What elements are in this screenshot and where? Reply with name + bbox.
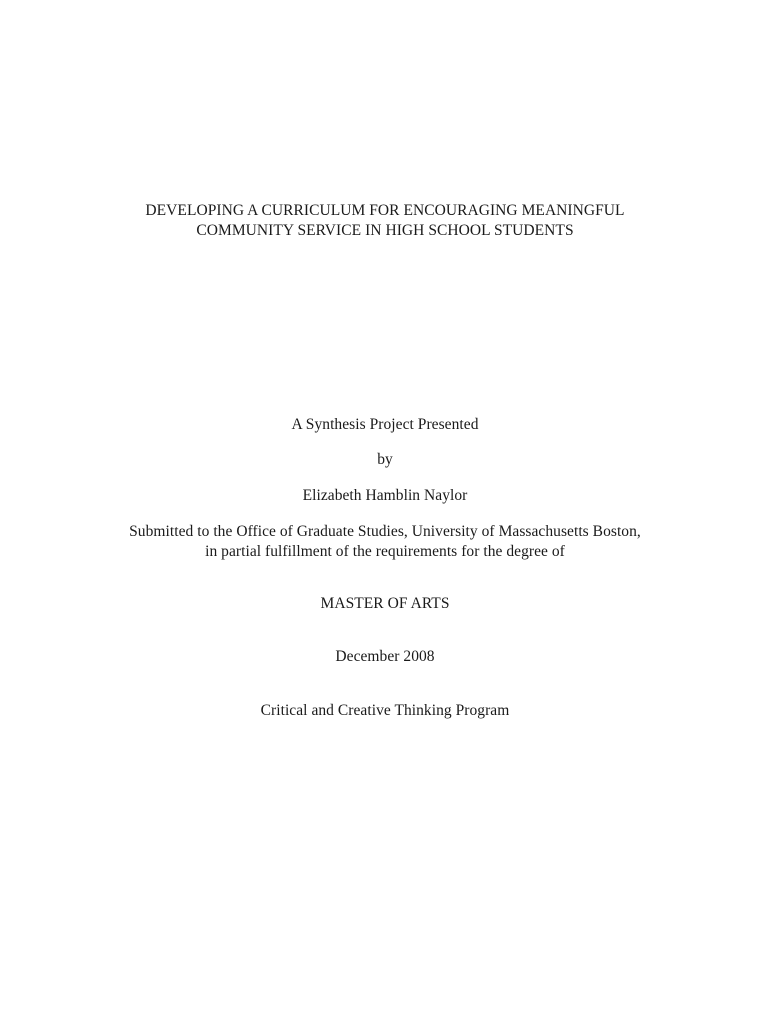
by-label: by <box>377 451 393 468</box>
program-name: Critical and Creative Thinking Program <box>260 702 510 719</box>
presentation-statement: A Synthesis Project Presented <box>291 416 479 433</box>
thesis-title-line-1: DEVELOPING A CURRICULUM FOR ENCOURAGING MEANINGFUL <box>145 202 625 219</box>
submission-statement-line-2: in partial fulfillment of the requirements for the degree of <box>205 543 565 560</box>
submission-date: December 2008 <box>335 648 435 665</box>
submission-statement-line-1: Submitted to the Office of Graduate Studies, University of Massachusetts Boston, <box>129 523 641 540</box>
author-name: Elizabeth Hamblin Naylor <box>302 487 468 504</box>
degree-name: MASTER OF ARTS <box>320 595 450 612</box>
thesis-title-line-2: COMMUNITY SERVICE IN HIGH SCHOOL STUDENTS <box>196 222 574 239</box>
